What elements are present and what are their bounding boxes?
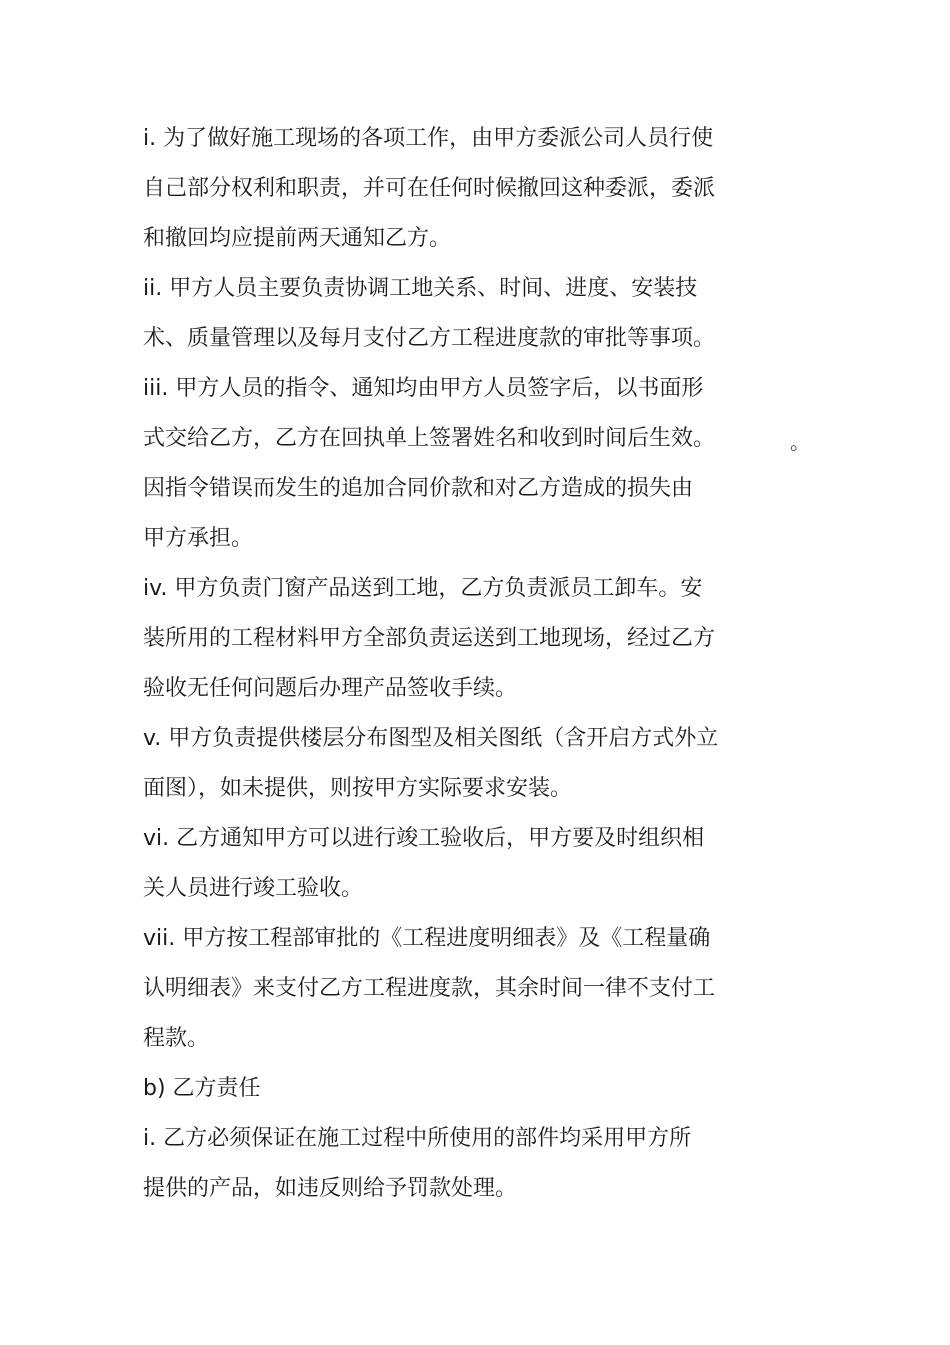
text-line: 验收无任何问题后办理产品签收手续。 — [143, 676, 518, 701]
text-line: 关人员进行竣工验收。 — [143, 876, 364, 901]
text-line: 因指令错误而发生的追加合同价款和对乙方造成的损失由 — [143, 476, 694, 501]
text-line: i. 为了做好施工现场的各项工作，由甲方委派公司人员行使 — [143, 126, 714, 151]
text-line: 术、质量管理以及每月支付乙方工程进度款的审批等事项。 — [143, 326, 716, 351]
section-heading: b) 乙方责任 — [143, 1076, 261, 1101]
text-line: 甲方承担。 — [143, 526, 254, 551]
text-line: i. 乙方必须保证在施工过程中所使用的部件均采用甲方所 — [143, 1126, 692, 1151]
stray-punctuation-mark: 。 — [790, 430, 810, 454]
text-line: 程款。 — [143, 1026, 210, 1051]
text-line: 认明细表》来支付乙方工程进度款，其余时间一律不支付工 — [143, 976, 716, 1001]
text-line: vii. 甲方按工程部审批的《工程进度明细表》及《工程量确 — [143, 926, 711, 951]
text-line: ii. 甲方人员主要负责协调工地关系、时间、进度、安装技 — [143, 276, 698, 301]
text-line: 装所用的工程材料甲方全部负责运送到工地现场，经过乙方 — [143, 626, 716, 651]
text-line: 自己部分权利和职责，并可在任何时候撤回这种委派，委派 — [143, 176, 716, 201]
text-line: iv. 甲方负责门窗产品送到工地，乙方负责派员工卸车。安 — [143, 576, 703, 601]
text-line: iii. 甲方人员的指令、通知均由甲方人员签字后，以书面形 — [143, 376, 704, 401]
text-line: 和撤回均应提前两天通知乙方。 — [143, 226, 452, 251]
text-line: vi. 乙方通知甲方可以进行竣工验收后，甲方要及时组织相 — [143, 826, 705, 851]
text-line: 提供的产品，如违反则给予罚款处理。 — [143, 1176, 518, 1201]
text-line: 式交给乙方，乙方在回执单上签署姓名和收到时间后生效。 — [143, 426, 716, 451]
text-line: 面图），如未提供，则按甲方实际要求安装。 — [143, 776, 573, 801]
text-line: v. 甲方负责提供楼层分布图型及相关图纸（含开启方式外立 — [143, 726, 719, 751]
